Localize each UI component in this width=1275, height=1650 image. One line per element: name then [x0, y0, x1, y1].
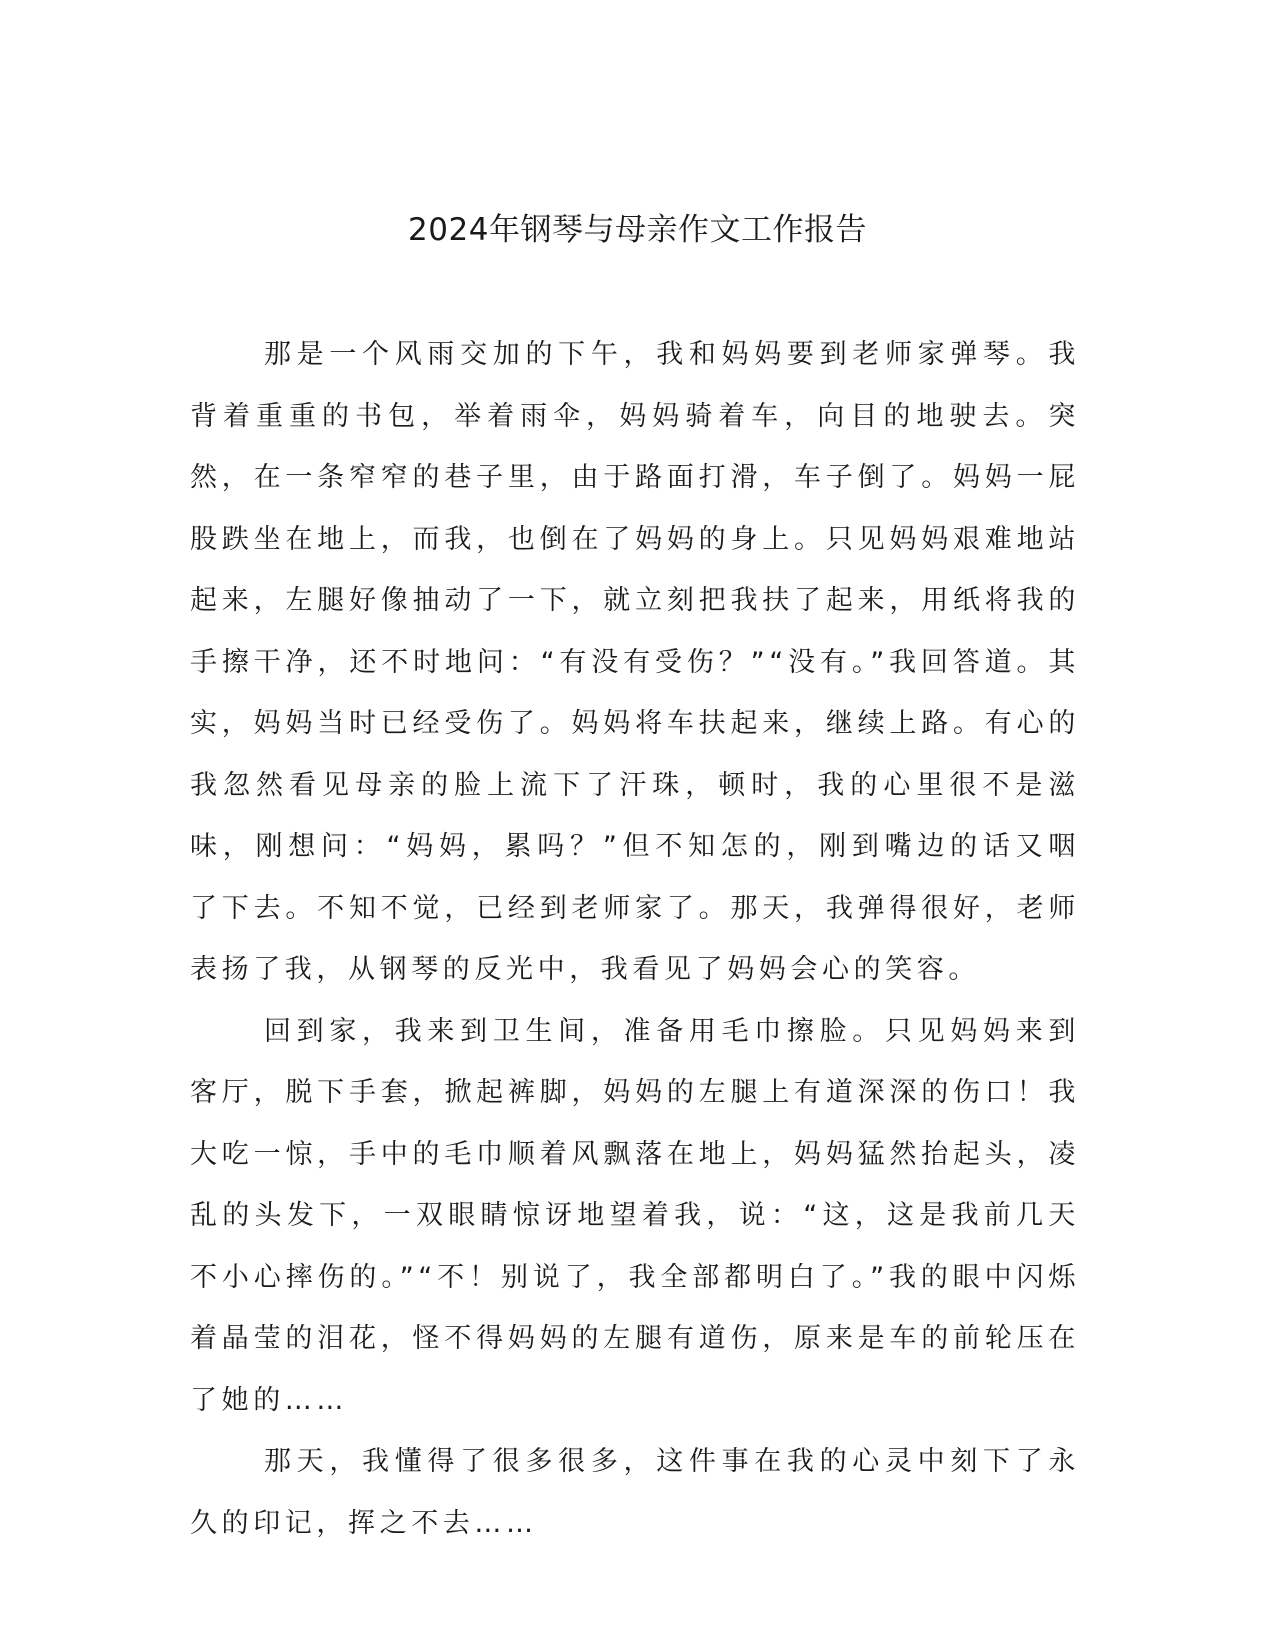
paragraph-discovering-wound: 回到家，我来到卫生间，准备用毛巾擦脸。只见妈妈来到客厅，脱下手套，掀起裤脚，妈妈的左腿上有道深深的伤口！我大吃一惊，手中的毛巾顺着风飘落在地上，妈妈猛然抬起头，凌乱的头发下，一双眼睛惊讶地望着我，说：“这，这是我前几天不小心摔伤的。”“不！别说了，我全部都明白了。”我的眼中闪烁着晶莹的泪花，怪不得妈妈的左腿有道伤，原来是车的前轮压在了她的…… [190, 1015, 1080, 1416]
paragraph-piano-lesson: 那是一个风雨交加的下午，我和妈妈要到老师家弹琴。我背着重重的书包，举着雨伞，妈妈骑着车，向目的地驶去。突然，在一条窄窄的巷子里，由于路面打滑，车子倒了。妈妈一屁股跌坐在地上，而我，也倒在了妈妈的身上。只见妈妈艰难地站起来，左腿好像抽动了一下，就立刻把我扶了起来，用纸将我的手擦干净，还不时地问：“有没有受伤？”“没有。”我回答道。其实，妈妈当时已经受伤了。妈妈将车扶起来，继续上路。有心的我忽然看见母亲的脸上流下了汗珠，顿时，我的心里很不是滋味，刚想问：“妈妈，累吗？”但不知怎的，刚到嘴边的话又咽了下去。不知不觉，已经到老师家了。那天，我弹得很好，老师表扬了我，从钢琴的反光中，我看见了妈妈会心的笑容。 [190, 339, 1080, 985]
document-title: 2024年钢琴与母亲作文工作报告 [408, 212, 867, 248]
paragraph-conclusion: 那天，我懂得了很多很多，这件事在我的心灵中刻下了永久的印记，挥之不去…… [190, 1446, 1080, 1539]
document-body [190, 324, 1080, 1554]
